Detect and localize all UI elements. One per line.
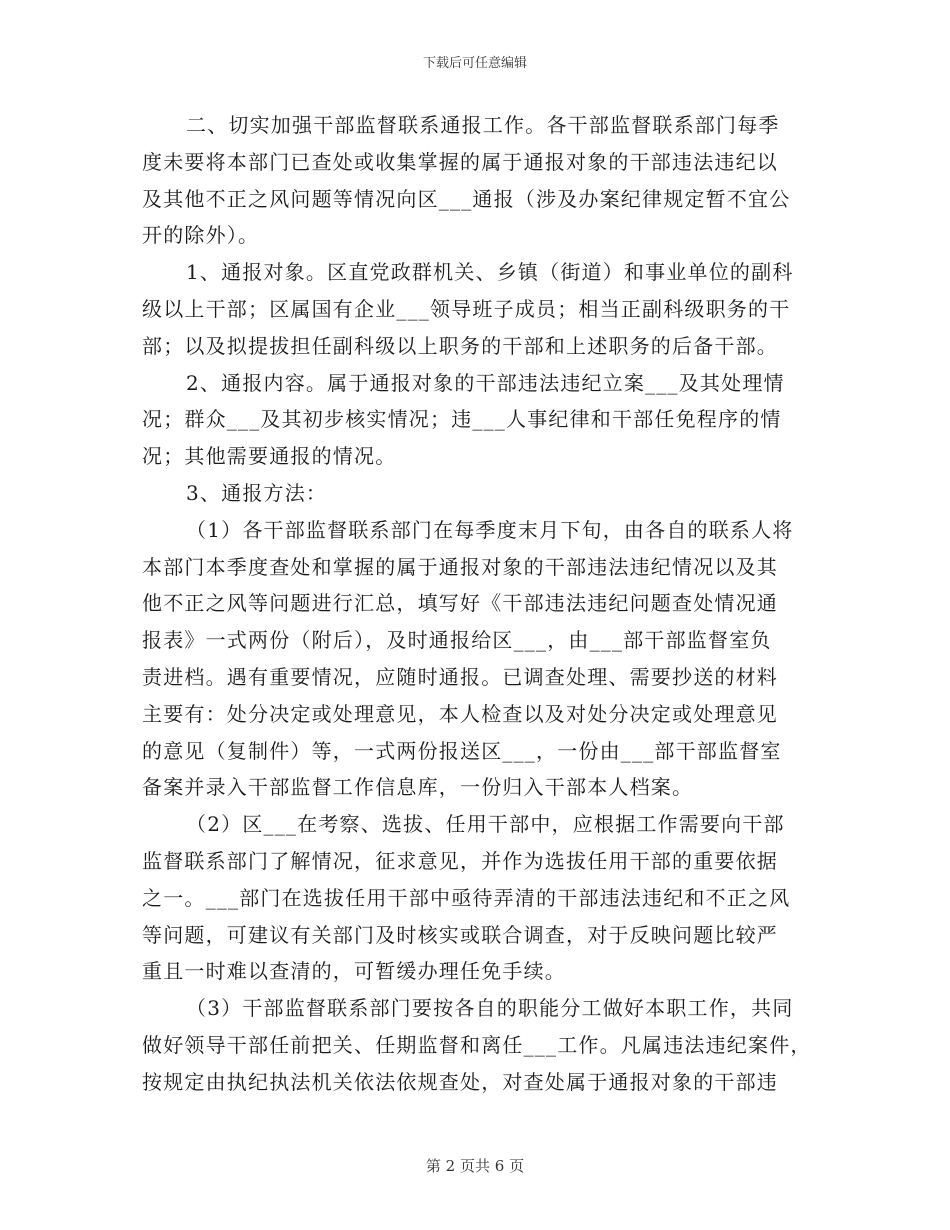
document-body bbox=[142, 107, 812, 1101]
text-line: 做好领导干部任前把关、任期监督和离任___工作。凡属违法违纪案件， bbox=[142, 1032, 812, 1057]
page-footer: 第 2 页共 6 页 bbox=[425, 1157, 525, 1175]
text-line: 备案并录入干部监督工作信息库，一份归入干部本人档案。 bbox=[142, 775, 694, 800]
text-line: 主要有：处分决定或处理意见，本人检查以及对处分决定或处理意见 bbox=[142, 701, 778, 726]
text-line: 1、通报对象。区直党政群机关、乡镇（街道）和事业单位的副科 bbox=[186, 260, 794, 285]
text-line: 二、切实加强干部监督联系通报工作。各干部监督联系部门每季 bbox=[186, 113, 780, 137]
text-line: 的意见（复制件）等，一式两份报送区___，一份由___部干部监督室 bbox=[142, 738, 782, 763]
text-line: 度未要将本部门已查处或收集掌握的属于通报对象的干部违法违纪以 bbox=[142, 149, 778, 174]
text-line: 重且一时难以查清的，可暂缓办理任免手续。 bbox=[142, 959, 566, 984]
text-line: 报表》一式两份（附后），及时通报给区___，由___部干部监督室负 bbox=[142, 628, 772, 653]
text-line: 级以上干部；区属国有企业___领导班子成员；相当正副科级职务的干 bbox=[142, 296, 791, 321]
text-line: 他不正之风等问题进行汇总，填写好《干部违法违纪问题查处情况通 bbox=[142, 591, 778, 616]
text-line: 况；群众___及其初步核实情况；违___人事纪律和干部任免程序的情 bbox=[142, 407, 782, 432]
text-line: 本部门本季度查处和掌握的属于通报对象的干部违法违纪情况以及其 bbox=[142, 554, 778, 579]
text-line: （3）干部监督联系部门要按各自的职能分工做好本职工作，共同 bbox=[186, 996, 794, 1021]
text-line: （2）区___在考察、选拔、任用干部中，应根据工作需要向干部 bbox=[186, 812, 785, 837]
page-header: 下载后可任意编辑 bbox=[422, 56, 527, 71]
text-line: 责进档。遇有重要情况，应随时通报。已调查处理、需要抄送的材料 bbox=[142, 664, 778, 689]
text-line: （1）各干部监督联系部门在每季度末月下旬，由各自的联系人将 bbox=[186, 517, 794, 542]
text-line: 之一。___部门在选拔任用干部中亟待弄清的干部违法违纪和不正之风 bbox=[142, 885, 791, 910]
text-line: 部；以及拟提拔担任副科级以上职务的干部和上述职务的后备干部。 bbox=[142, 333, 778, 358]
text-line: 3、通报方法： bbox=[186, 480, 328, 505]
text-line: 监督联系部门了解情况，征求意见，并作为选拔任用干部的重要依据 bbox=[142, 848, 778, 873]
text-line: 及其他不正之风问题等情况向区___通报（涉及办案纪律规定暂不宜公 bbox=[142, 186, 791, 211]
text-line: 2、通报内容。属于通报对象的干部违法违纪立案___及其处理情 bbox=[186, 370, 785, 395]
text-line: 等问题，可建议有关部门及时核实或联合调查，对于反映问题比较严 bbox=[142, 922, 778, 947]
text-line: 开的除外）。 bbox=[142, 223, 260, 248]
text-line: 况；其他需要通报的情况。 bbox=[142, 444, 397, 469]
text-line: 按规定由执纪执法机关依法依规查处，对查处属于通报对象的干部违 bbox=[142, 1069, 778, 1094]
